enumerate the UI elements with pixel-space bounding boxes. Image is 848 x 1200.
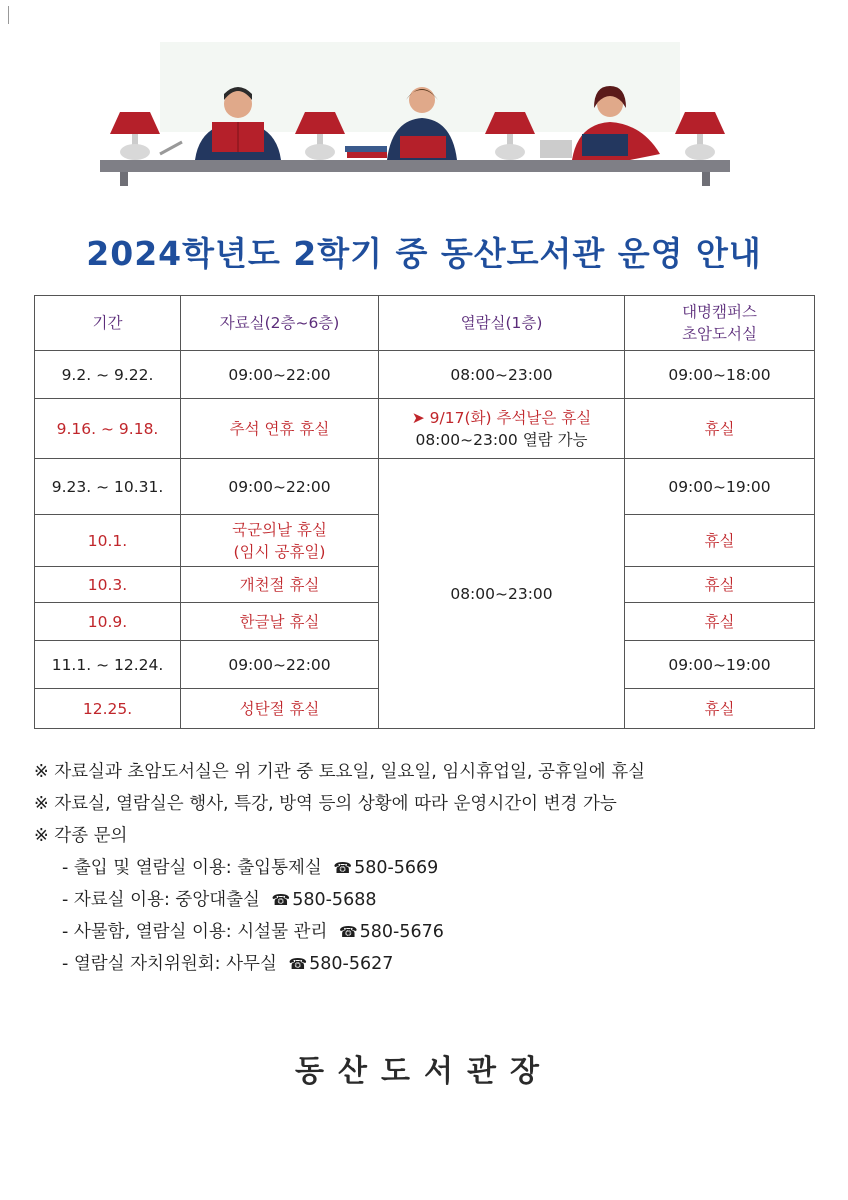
period-cell: 9.2. ~ 9.22. [35,351,181,399]
contact-item [34,884,824,916]
header-period: 기간 [35,296,181,351]
contact-item [34,948,824,980]
contact-item [34,852,824,884]
reading-note-line [381,407,622,429]
materials-cell: 성탄절 휴실 [181,689,379,729]
lamp-icon [295,112,345,160]
materials-line1: 국군의날 휴실 [232,520,327,539]
period-cell: 9.16. ~ 9.18. [35,399,181,459]
signature: 동산도서관장 [295,1054,553,1089]
reading-note-text: 9/17(화) 추석날은 휴실 [429,408,592,427]
lamp-icon [110,112,160,160]
contact-phone: 580-5676 [359,922,444,942]
period-cell: 10.1. [35,515,181,567]
period-cell: 12.25. [35,689,181,729]
materials-cell: 09:00~22:00 [181,459,379,515]
contact-label: - 열람실 자치위원회: 사무실 [62,954,277,974]
contact-label: - 출입 및 열람실 이용: 출입통제실 [62,858,322,878]
schedule-table [34,295,815,729]
phone-icon: ☎ [333,859,353,877]
phone-icon: ☎ [338,923,358,941]
notes-section [34,756,824,980]
contact-item [34,916,824,948]
header-campus-line2: 초암도서실 [682,325,757,343]
contact-phone: 580-5688 [292,890,377,910]
note-item: ※ 각종 문의 [34,826,128,846]
campus-cell: 09:00~19:00 [625,459,815,515]
header-materials: 자료실(2층~6층) [181,296,379,351]
campus-cell: 휴실 [625,515,815,567]
campus-cell: 09:00~18:00 [625,351,815,399]
contact-label: - 자료실 이용: 중앙대출실 [62,890,260,910]
campus-cell: 휴실 [625,567,815,603]
materials-cell: 한글날 휴실 [181,603,379,641]
campus-cell: 휴실 [625,689,815,729]
arrow-right-icon: ➤ [411,408,425,427]
reading-cell: 08:00~23:00 [379,351,625,399]
period-cell: 11.1. ~ 12.24. [35,641,181,689]
materials-cell: 09:00~22:00 [181,351,379,399]
reading-merged-cell: 08:00~23:00 [379,459,625,729]
table-header-row [35,296,815,351]
campus-cell: 09:00~19:00 [625,641,815,689]
materials-cell: 09:00~22:00 [181,641,379,689]
contact-phone: 580-5627 [309,954,394,974]
phone-icon: ☎ [271,891,291,909]
period-cell: 10.3. [35,567,181,603]
campus-cell: 휴실 [625,603,815,641]
period-cell: 9.23. ~ 10.31. [35,459,181,515]
period-cell: 10.9. [35,603,181,641]
reading-cell [379,399,625,459]
library-reading-illustration [100,42,740,202]
lamp-icon [675,112,725,160]
phone-icon: ☎ [288,955,308,973]
materials-cell: 개천절 휴실 [181,567,379,603]
contact-phone: 580-5669 [354,858,439,878]
contact-label: - 사물함, 열람실 이용: 시설물 관리 [62,922,328,942]
table-row [35,351,815,399]
table-row [35,459,815,515]
table-row [35,399,815,459]
note-item: ※ 자료실, 열람실은 행사, 특강, 방역 등의 상황에 따라 운영시간이 변경 가능 [34,794,617,814]
note-item: ※ 자료실과 초암도서실은 위 기관 중 토요일, 일요일, 임시휴업일, 공휴일에 휴실 [34,762,646,782]
materials-line2: (임시 공휴일) [233,542,326,561]
header-campus [625,296,815,351]
reading-note-sub: 08:00~23:00 열람 가능 [415,430,588,449]
page-title: 2024학년도 2학기 중 동산도서관 운영 안내 [86,234,762,273]
scan-mark [8,6,9,24]
lamp-icon [485,112,535,160]
materials-cell [181,515,379,567]
campus-cell: 휴실 [625,399,815,459]
materials-cell: 추석 연휴 휴실 [181,399,379,459]
header-reading: 열람실(1층) [379,296,625,351]
header-campus-line1: 대명캠퍼스 [682,303,757,321]
